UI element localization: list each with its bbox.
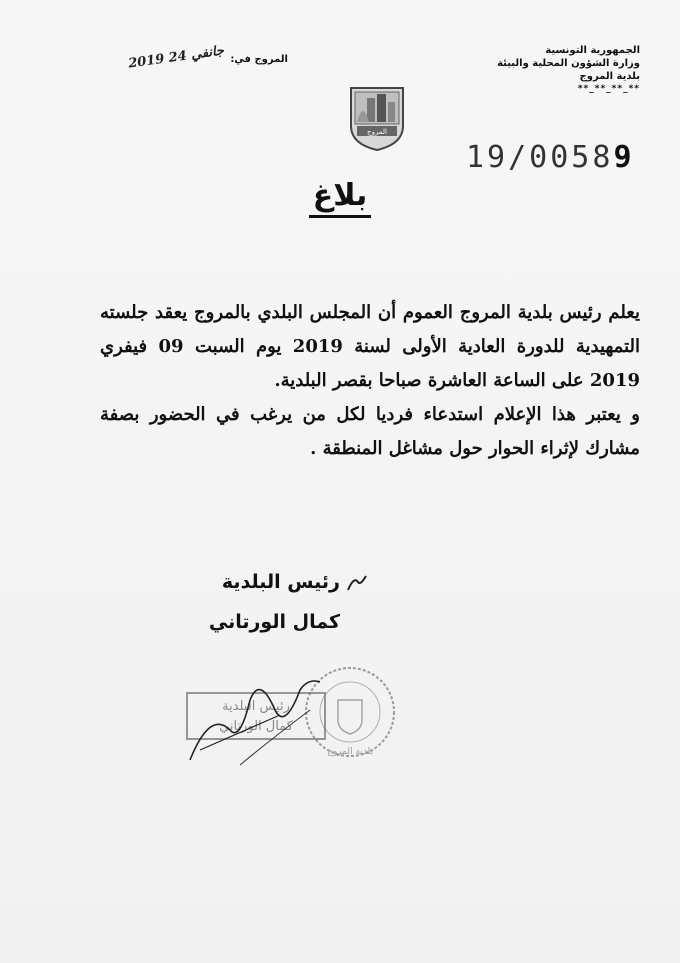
signatory-title: رئيس البلدية [221, 571, 340, 593]
notice-paragraph-2: و يعتبر هذا الإعلام استدعاء فرديا لكل من يرغب في الحضور بصفة مشارك لإثراء الحوار حول مشاغل المنطقة . [100, 404, 640, 459]
date-line [118, 43, 288, 78]
notice-paragraph-1: يعلم رئيس بلدية المروج العموم أن المجلس البلدي بالمروج يعقد جلسته التمهيدية للدورة العادية الأولى لسنة 2019 يوم السبت 09 فيفري 2019 على الساعة العاشرة صباحا بقصر البلدية. [100, 302, 640, 391]
title-text: بلاغ [309, 178, 372, 218]
reference-number-main: 19/0058 [466, 140, 614, 175]
notice-body [100, 296, 640, 466]
signature-block [209, 562, 340, 642]
page-title [0, 178, 680, 213]
handwritten-signature-icon [180, 670, 330, 770]
letterhead-ministry: وزارة الشؤون المحلية والبيئة [497, 58, 640, 69]
reference-number [466, 140, 635, 175]
date-handwritten: 2019 جانفي 24 [127, 43, 225, 72]
letterhead-country: الجمهورية التونسية [545, 45, 640, 56]
letterhead-municipality: بلدية المروج [579, 71, 640, 82]
stamp-line-2: كمال الورتاني [219, 719, 293, 734]
seal-text: بلدية المروج [327, 747, 373, 757]
date-label: المروج في: [230, 54, 288, 65]
letterhead-stars: **_**_**_** [577, 84, 640, 94]
stamp-line-1: رئيس البلدية [222, 699, 290, 714]
emblem-label: المروج [367, 128, 387, 136]
letterhead [497, 44, 640, 96]
municipality-emblem-icon [345, 82, 409, 152]
reference-number-last: 9 [613, 140, 635, 175]
signatory-name: كمال الورتاني [208, 611, 340, 633]
flourish-icon [344, 572, 370, 594]
